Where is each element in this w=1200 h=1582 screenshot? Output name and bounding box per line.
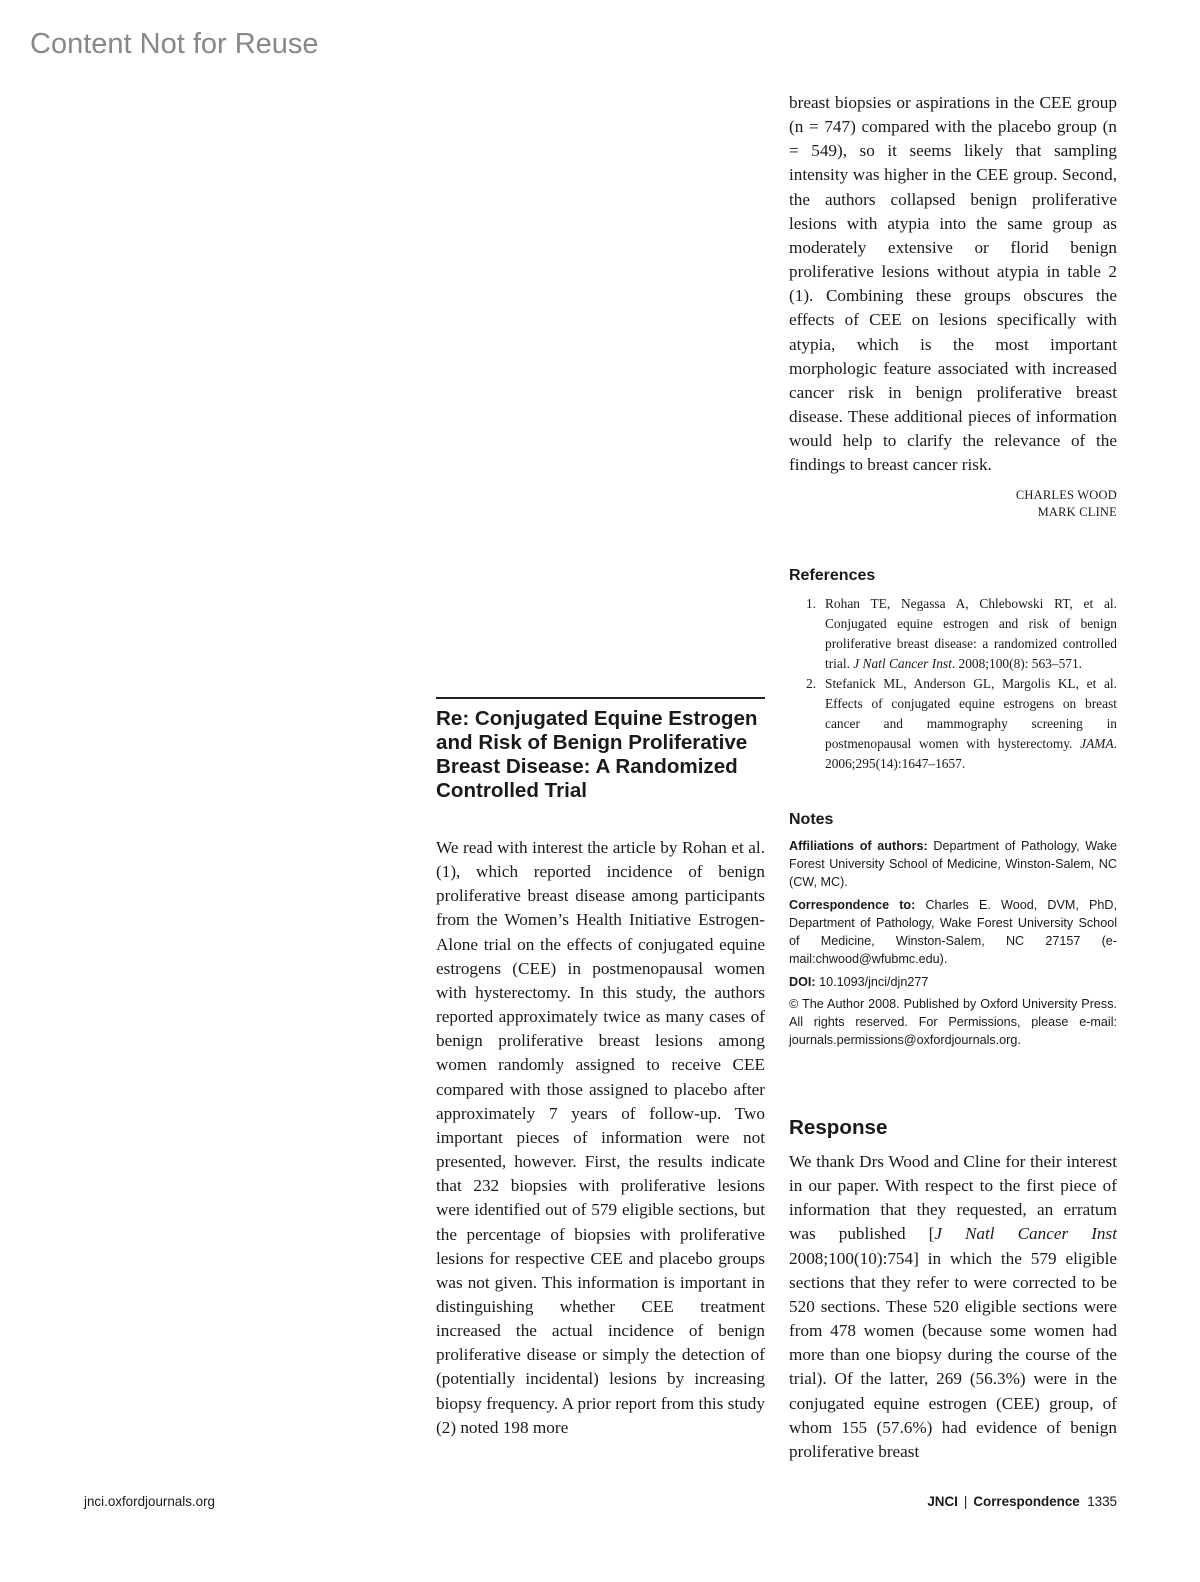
correspondence-text: Charles E. Wood, DVM, PhD, Department of Pathology, Wake Forest University School of Medicine, Winston-Salem, NC 27157 (e-mail:chwood@wfubmc.edu). [789, 897, 1117, 967]
article-body: We read with interest the article by Rohan et al. (1), which reported incidence of benign proliferative breast disease among participants from the Women’s Health Initiative Estrogen-Alone trial on the effects of conjugated equine estrogens (CEE) in postmenopausal women with hysterectomy. In this study, the authors reported approximately twice as many cases of benign proliferative breast lesions among women randomly assigned to receive CEE compared with those assigned to placebo after approximately 7 years of follow-up. Two important pieces of information were not presented, however. First, the results indicate that 232 biopsies with proliferative lesions were identified out of 579 eligible sections, but the percentage of biopsies with proliferative lesions for respective CEE and placebo groups was not given. This information is important in distinguishing whether CEE treatment increased the actual incidence of benign proliferative disease or simply the detection of (potentially incidental) lesions by increasing biopsy frequency. A prior report from this study (2) noted 198 more [436, 838, 765, 1437]
footer-page-number: 1335 [1087, 1494, 1117, 1509]
footer-section: Correspondence [973, 1494, 1080, 1509]
signature-author-2: MARK CLINE [1037, 504, 1117, 519]
reference-text: Rohan TE, Negassa A, Chlebowski RT, et al. Conjugated equine estrogen and risk of benign proliferative breast disease: a randomized controlled trial. [825, 596, 1117, 671]
reference-item [789, 674, 1117, 774]
affiliations-note [789, 837, 1117, 891]
doi-label: DOI: [789, 974, 816, 989]
continuation-paragraph: breast biopsies or aspirations in the CEE group (n = 747) compared with the placebo group (n = 549), so it seems likely that sampling intensity was higher in the CEE group. Second, the authors collapsed benign proliferative lesions with atypia into the same group as moderately extensive or florid benign proliferative lesions without atypia in table 2 (1). Combining these groups obscures the effects of CEE on lesions specifically with atypia, which is the most important morphologic feature associated with increased cancer risk in benign proliferative breast disease. These additional pieces of information would help to clarify the relevance of the findings to breast cancer risk. [789, 93, 1117, 475]
response-text-rest: 2008;100(10):754] in which the 579 eligible sections that they refer to were corrected to be 520 sections. These 520 eligible sections were from 478 women (because some women had more than one biopsy during the course of the trial). Of the latter, 269 (56.3%) were in the conjugated equine estrogen (CEE) group, of whom 155 (57.6%) had evidence of benign proliferative breast [789, 1248, 1117, 1461]
reference-citation: . 2008;100(8): 563–571. [951, 656, 1083, 671]
reference-citation: . 2006;295(14):1647–1657. [825, 736, 1117, 771]
reference-journal: JAMA [1080, 736, 1114, 751]
correspondence-note [789, 896, 1117, 968]
reference-number: 1. [806, 596, 817, 611]
references-list [789, 594, 1117, 774]
response-text-start: We thank Drs Wood and Cline for their interest in our paper. With respect to the first piece of information that they requested, an erratum was published [ [789, 1152, 1117, 1244]
footer-separator: | [963, 1494, 968, 1509]
copyright-note: © The Author 2008. Published by Oxford University Press. All rights reserved. For Permissions, please e-mail: journals.permissions@oxfordjournals.org. [789, 997, 1117, 1048]
watermark: Content Not for Reuse [30, 28, 319, 60]
article-title: Re: Conjugated Equine Estrogen and Risk of Benign Proliferative Breast Disease: A Randomized Controlled Trial [436, 707, 758, 802]
correspondence-label: Correspondence to: [789, 897, 916, 912]
response-journal: J Natl Cancer Inst [934, 1224, 1117, 1244]
reference-text: Stefanick ML, Anderson GL, Margolis KL, et al. Effects of conjugated equine estrogens on breast cancer and mammography screening in postmenopausal women with hysterectomy. [825, 676, 1117, 751]
author-signatures [900, 487, 1117, 520]
references-heading: References [789, 567, 876, 584]
reference-number: 2. [806, 676, 817, 691]
doi-text: 10.1093/jnci/djn277 [815, 974, 929, 989]
reference-journal: J Natl Cancer Inst [853, 656, 952, 671]
reference-item [789, 594, 1117, 674]
continuation-column [789, 91, 1117, 478]
notes-section [789, 837, 1117, 1054]
footer-journal: JNCI [927, 1494, 958, 1509]
notes-heading: Notes [789, 811, 834, 828]
response-heading: Response [789, 1116, 888, 1139]
affiliations-label: Affiliations of authors: [789, 839, 928, 853]
footer-site: jnci.oxfordjournals.org [84, 1494, 215, 1509]
response-body [789, 1150, 1117, 1464]
signature-author-1: CHARLES WOOD [1015, 488, 1117, 502]
affiliations-text: Department of Pathology, Wake Forest University School of Medicine, Winston-Salem, NC (CW, MC). [789, 839, 1117, 890]
doi-note [789, 973, 1117, 991]
article-divider [436, 697, 765, 699]
footer-journal-info [700, 1494, 1117, 1509]
